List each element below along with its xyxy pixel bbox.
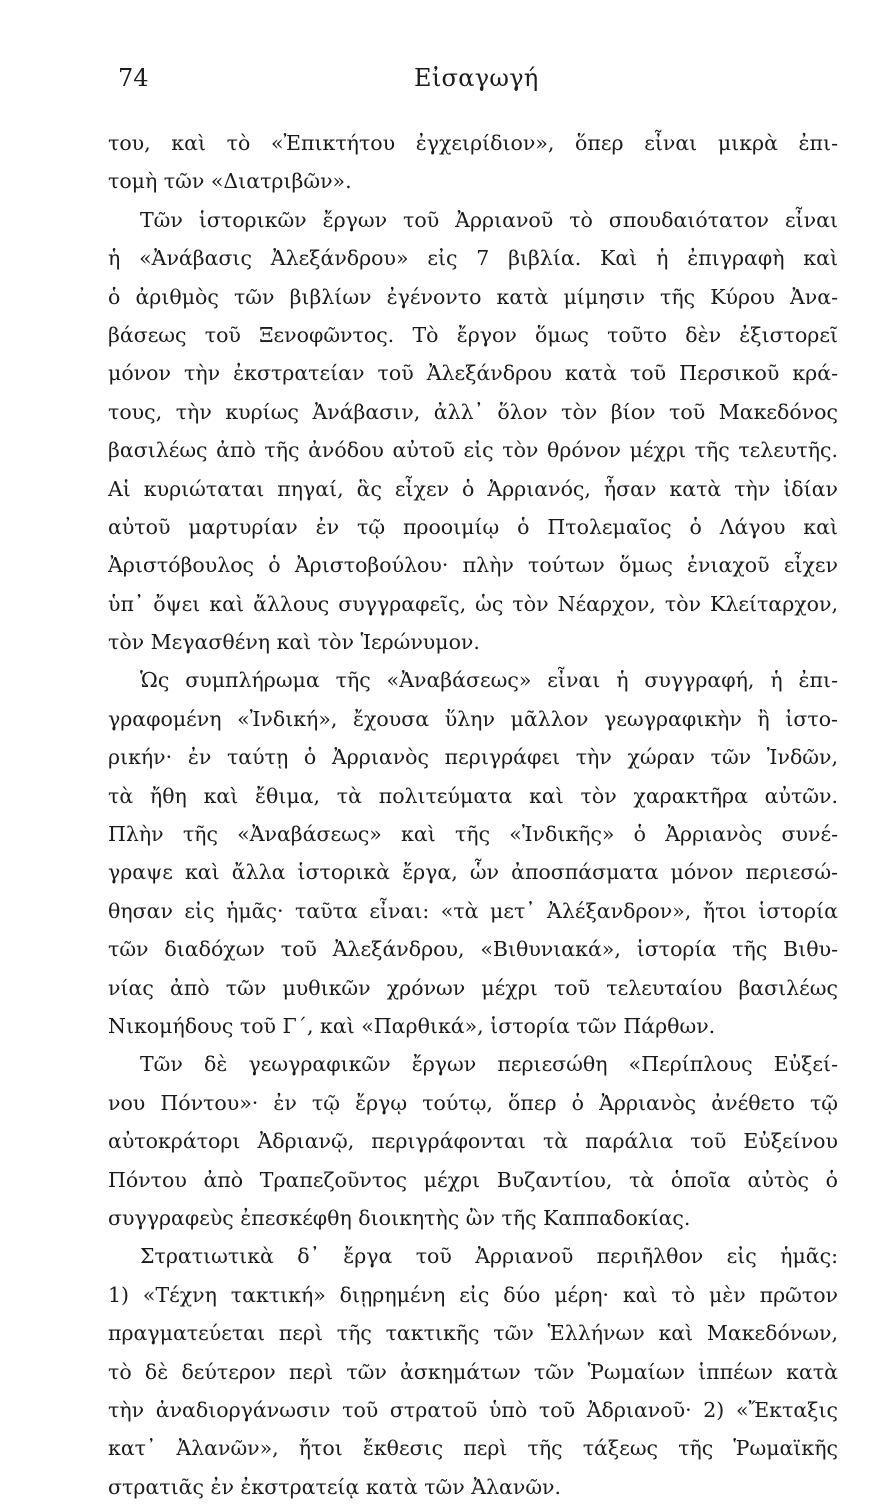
text-line: βασιλέως ἀπὸ τῆς ἀνόδου αὐτοῦ εἰς τὸν θρόνον μέχρι τῆς τελευτῆς. bbox=[108, 438, 838, 463]
text-line: νου Πόντου»· ἐν τῷ ἔργῳ τούτῳ, ὅπερ ὁ Ἀρριανὸς ἀνέθετο τῷ bbox=[108, 1090, 838, 1115]
text-line: ἡ «Ἀνάβασις Ἀλεξάνδρου» εἰς 7 βιβλία. Καὶ ἡ ἐπιγραφὴ καὶ bbox=[108, 246, 838, 271]
text-line: αὐτοῦ μαρτυρίαν ἐν τῷ προοιμίῳ ὁ Πτολεμαῖος ὁ Λάγου καὶ bbox=[108, 514, 838, 539]
text-line: γραψε καὶ ἄλλα ἱστορικὰ ἔργα, ὧν ἀποσπάσματα μόνον περιεσώ- bbox=[108, 860, 838, 885]
text-line: Ἀριστόβουλος ὁ Ἀριστοβούλου· πλὴν τούτων ὅμως ἐνιαχοῦ εἶχεν bbox=[108, 553, 838, 578]
text-line: ρικήν· ἐν ταύτῃ ὁ Ἀρριανὸς περιγράφει τὴν χώραν τῶν Ἰνδῶν, bbox=[108, 745, 838, 770]
text-line: Στρατιωτικὰ δ᾿ ἔργα τοῦ Ἀρριανοῦ περιῆλθον εἰς ἡμᾶς: bbox=[140, 1244, 838, 1269]
page-header bbox=[118, 64, 749, 104]
text-line: νίας ἀπὸ τῶν μυθικῶν χρόνων μέχρι τοῦ τελευταίου βασιλέως bbox=[108, 975, 838, 1000]
text-line: γραφομένη «Ἰνδική», ἔχουσα ὕλην μᾶλλον γεωγραφικὴν ἢ ἱστο- bbox=[108, 706, 838, 731]
text-line: μόνον τὴν ἐκστρατείαν τοῦ Ἀλεξάνδρου κατὰ τοῦ Περσικοῦ κρά- bbox=[108, 361, 838, 386]
text-line: τὸν Μεγασθένη καὶ τὸν Ἱερώνυμον. bbox=[108, 630, 480, 655]
text-line: θησαν εἰς ἡμᾶς· ταῦτα εἶναι: «τὰ μετ᾿ Ἀλέξανδρον», ἤτοι ἱστορία bbox=[108, 898, 838, 923]
text-line: κατ᾿ Ἀλανῶν», ἤτοι ἔκθεσις περὶ τῆς τάξεως τῆς Ῥωμαϊκῆς bbox=[108, 1436, 838, 1461]
text-line: Ὡς συμπλήρωμα τῆς «Ἀναβάσεως» εἶναι ἡ συγγραφή, ἡ ἐπι- bbox=[140, 668, 838, 693]
text-line: Νικομήδους τοῦ Γ΄, καὶ «Παρθικά», ἱστορία τῶν Πάρθων. bbox=[108, 1013, 716, 1038]
page-number: 74 bbox=[118, 64, 149, 92]
text-line: Πλὴν τῆς «Ἀναβάσεως» καὶ τῆς «Ἰνδικῆς» ὁ Ἀρριανὸς συνέ- bbox=[108, 822, 838, 847]
text-line: τὸ δὲ δεύτερον περὶ τῶν ἀσκημάτων τῶν Ῥωμαίων ἱππέων κατὰ bbox=[108, 1359, 838, 1384]
text-line: ὁ ἀριθμὸς τῶν βιβλίων ἐγένοντο κατὰ μίμησιν τῆς Κύρου Ἀνα- bbox=[108, 284, 838, 309]
text-line: τομὴ τῶν «Διατριβῶν». bbox=[108, 169, 352, 194]
body-text bbox=[108, 124, 838, 1506]
text-line: αὐτοκράτορι Ἀδριανῷ, περιγράφονται τὰ παράλια τοῦ Εὐξείνου bbox=[108, 1129, 838, 1154]
text-line: τὰ ἤθη καὶ ἔθιμα, τὰ πολιτεύματα καὶ τὸν χαρακτῆρα αὐτῶν. bbox=[108, 783, 838, 808]
text-line: του, καὶ τὸ «Ἐπικτήτου ἐγχειρίδιον», ὅπερ εἶναι μικρὰ ἐπι- bbox=[108, 131, 838, 155]
text-line: τους, τὴν κυρίως Ἀνάβασιν, ἀλλ᾿ ὅλον τὸν βίον τοῦ Μακεδόνος bbox=[108, 399, 838, 424]
running-title: Εἰσαγωγή bbox=[414, 64, 539, 92]
text-line: 1) «Τέχνη τακτική» διῃρημένη εἰς δύο μέρη· καὶ τὸ μὲν πρῶτον bbox=[108, 1282, 838, 1307]
text-line: στρατιᾶς ἐν ἐκστρατείᾳ κατὰ τῶν Ἀλανῶν. bbox=[108, 1474, 562, 1499]
text-line: συγγραφεὺς ἐπεσκέφθη διοικητὴς ὢν τῆς Καππαδοκίας. bbox=[108, 1205, 691, 1230]
text-line: Αἱ κυριώταται πηγαί, ἃς εἶχεν ὁ Ἀρριανός, ἦσαν κατὰ τὴν ἰδίαν bbox=[108, 476, 838, 501]
text-line: Τῶν δὲ γεωγραφικῶν ἔργων περιεσώθη «Περίπλους Εὐξεί- bbox=[140, 1052, 838, 1077]
text-line: Τῶν ἱστορικῶν ἔργων τοῦ Ἀρριανοῦ τὸ σπουδαιότατον εἶναι bbox=[140, 207, 838, 232]
text-line: πραγματεύεται περὶ τῆς τακτικῆς τῶν Ἑλλήνων καὶ Μακεδόνων, bbox=[108, 1321, 838, 1346]
text-line: βάσεως τοῦ Ξενοφῶντος. Τὸ ἔργον ὅμως τοῦτο δὲν ἐξιστορεῖ bbox=[108, 322, 838, 347]
text-line: τῶν διαδόχων τοῦ Ἀλεξάνδρου, «Βιθυνιακά», ἱστορία τῆς Βιθυ- bbox=[108, 937, 838, 962]
text-line: Πόντου ἀπὸ Τραπεζοῦντος μέχρι Βυζαντίου, τὰ ὁποῖα αὐτὸς ὁ bbox=[108, 1167, 838, 1192]
text-line: τὴν ἀναδιοργάνωσιν τοῦ στρατοῦ ὑπὸ τοῦ Ἀδριανοῦ· 2) «Ἔκταξις bbox=[108, 1397, 838, 1422]
text-line: ὑπ᾿ ὄψει καὶ ἄλλους συγγραφεῖς, ὡς τὸν Νέαρχον, τὸν Κλείταρχον, bbox=[108, 591, 838, 616]
